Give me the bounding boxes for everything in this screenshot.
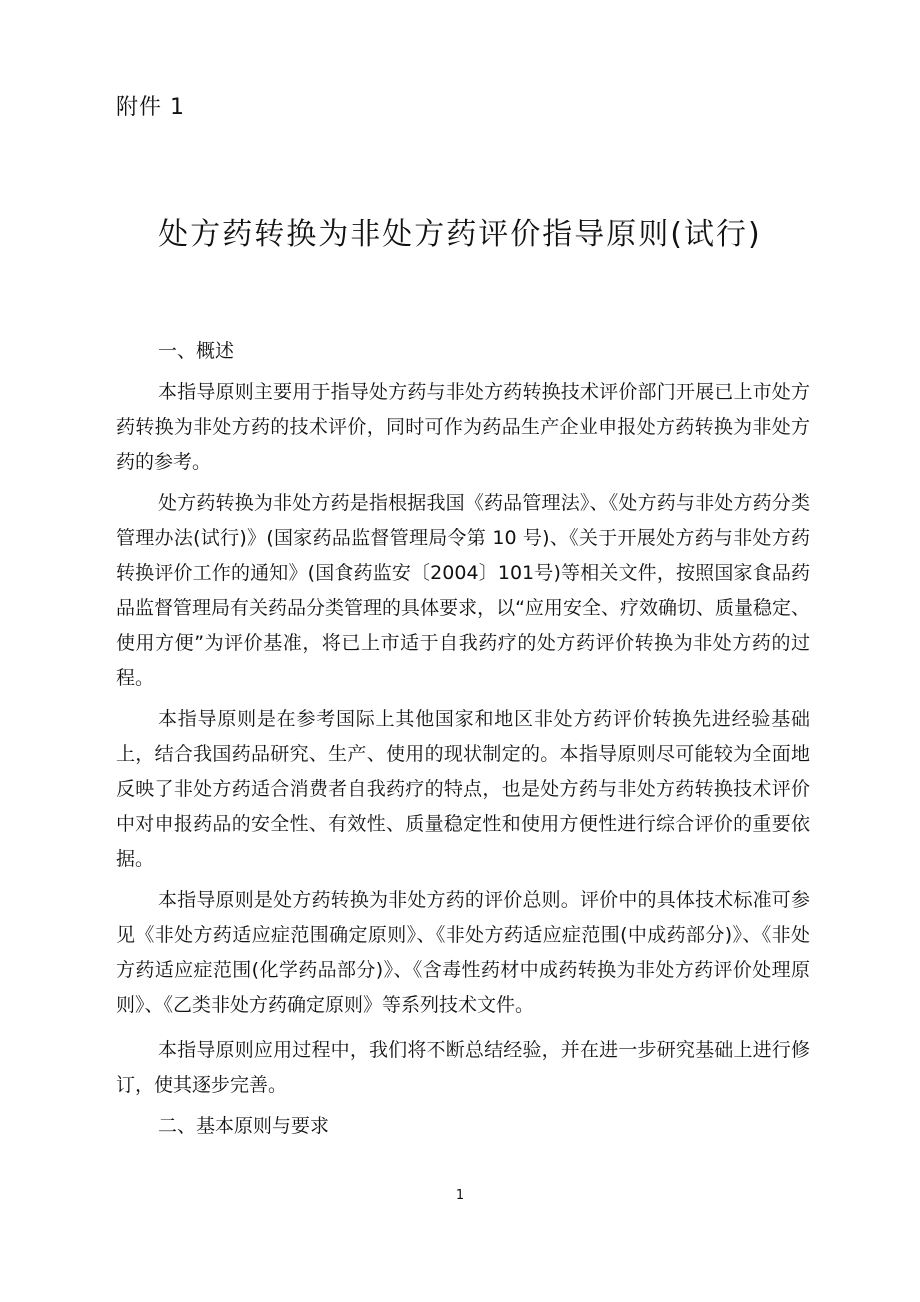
paragraph: 本指导原则是在参考国际上其他国家和地区非处方药评价转换先进经验基础上，结合我国药品研究、生产、使用的现状制定的。本指导原则尽可能较为全面地反映了非处方药适合消费者自我药疗的特点，也是处方药与非处方药转换技术评价中对申报药品的安全性、有效性、质量稳定性和使用方便性进行综合评价的重要依据。 bbox=[116, 708, 810, 870]
section-heading-overview: 一、概述 bbox=[158, 340, 235, 362]
document-body bbox=[116, 334, 810, 1150]
attachment-label: 附件 1 bbox=[116, 95, 185, 120]
paragraph: 本指导原则是处方药转换为非处方药的评价总则。评价中的具体技术标准可参见《非处方药适应症范围确定原则》、《非处方药适应症范围(中成药部分)》、《非处方药适应症范围(化学药品部分)》、《含毒性药材中成药转换为非处方药评价处理原则》、《乙类非处方药确定原则》等系列技术文件。 bbox=[116, 889, 810, 1016]
paragraph: 本指导原则应用过程中，我们将不断总结经验，并在进一步研究基础上进行修订，使其逐步完善。 bbox=[116, 1039, 810, 1096]
section-heading-principles: 二、基本原则与要求 bbox=[158, 1115, 330, 1137]
paragraph: 本指导原则主要用于指导处方药与非处方药转换技术评价部门开展已上市处方药转换为非处方药的技术评价，同时可作为药品生产企业申报处方药转换为非处方药的参考。 bbox=[116, 381, 810, 473]
paragraph: 处方药转换为非处方药是指根据我国《药品管理法》、《处方药与非处方药分类管理办法(试行)》(国家药品监督管理局令第 10 号)、《关于开展处方药与非处方药转换评价工作的通知》(国食药监安〔2004〕101号)等相关文件，按照国家食品药品监督管理局有关药品分类管理的具体要求，以“应用安全、疗效确切、质量稳定、使用方便”为评价基准，将已上市适于自我药疗的处方药评价转换为非处方药的过程。 bbox=[116, 492, 810, 689]
document-title: 处方药转换为非处方药评价指导原则(试行) bbox=[158, 217, 762, 252]
page-number: 1 bbox=[455, 1188, 465, 1203]
